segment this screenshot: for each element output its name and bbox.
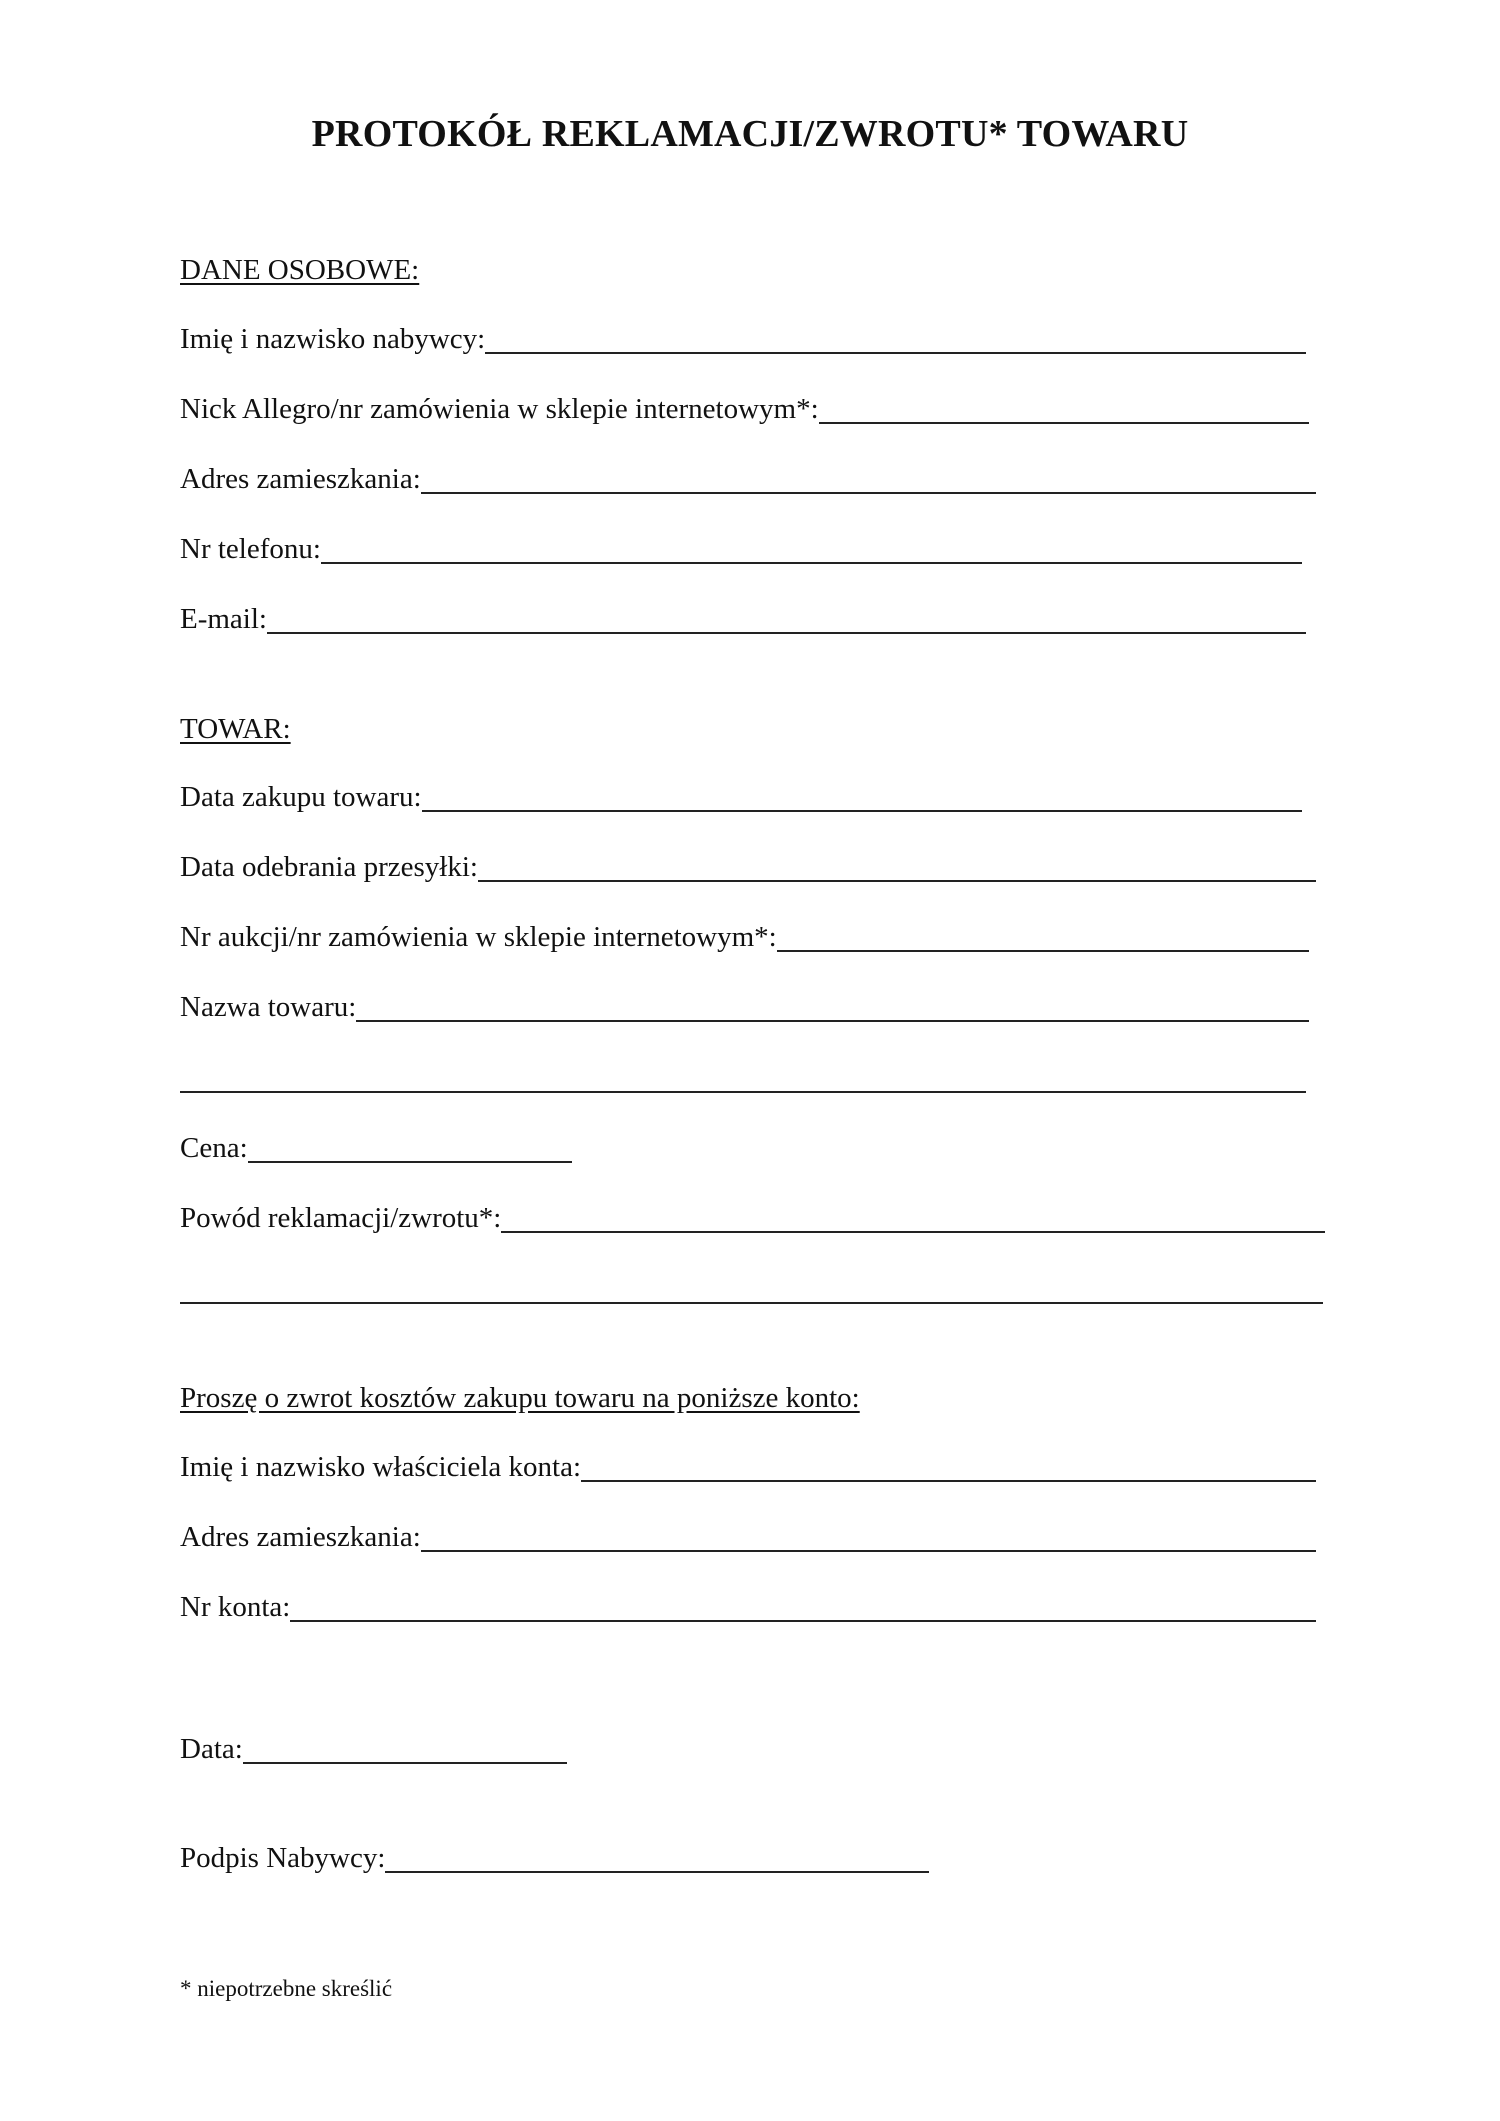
auction-number-field[interactable] [180,916,1309,956]
email-field[interactable] [180,598,1306,638]
phone-line[interactable] [321,561,1302,564]
price-field[interactable] [180,1127,572,1167]
refund-address-field[interactable] [180,1516,1316,1556]
purchase-date-line[interactable] [422,809,1302,812]
price-line[interactable] [248,1160,572,1163]
receipt-date-label: Data odebrania przesyłki: [180,851,478,883]
receipt-date-field[interactable] [180,846,1316,886]
date-label: Data: [180,1733,243,1765]
signature-line[interactable] [385,1870,929,1873]
account-owner-label: Imię i nazwisko właściciela konta: [180,1451,582,1483]
reason-continuation-field[interactable] [180,1268,1323,1308]
address-label: Adres zamieszkania: [180,463,421,495]
phone-label: Nr telefonu: [180,533,321,565]
footnote: * niepotrzebne skreślić [180,1976,393,2001]
product-name-continuation-field[interactable] [180,1057,1306,1097]
account-owner-line[interactable] [581,1479,1316,1482]
product-name-continuation-line[interactable] [180,1090,1306,1093]
refund-address-line[interactable] [421,1549,1316,1552]
auction-number-line[interactable] [777,949,1309,952]
product-name-field[interactable] [180,986,1309,1026]
account-number-label: Nr konta: [180,1591,291,1623]
product-name-label: Nazwa towaru: [180,991,357,1023]
email-label: E-mail: [180,603,267,635]
signature-label: Podpis Nabywcy: [180,1842,386,1874]
purchase-date-label: Data zakupu towaru: [180,781,422,813]
account-owner-field[interactable] [180,1446,1316,1486]
phone-field[interactable] [180,528,1302,568]
nick-order-label: Nick Allegro/nr zamówienia w sklepie internetowym*: [180,393,819,425]
buyer-name-label: Imię i nazwisko nabywcy: [180,323,486,355]
purchase-date-field[interactable] [180,776,1302,816]
date-line[interactable] [243,1761,567,1764]
reason-continuation-line[interactable] [180,1301,1323,1304]
buyer-name-field[interactable] [180,318,1306,358]
account-number-line[interactable] [290,1619,1316,1622]
page-title: PROTOKÓŁ REKLAMACJI/ZWROTU* TOWARU [311,113,1189,155]
address-line[interactable] [421,491,1316,494]
email-line[interactable] [267,631,1306,634]
receipt-date-line[interactable] [478,879,1316,882]
product-name-line[interactable] [356,1019,1309,1022]
nick-order-line[interactable] [819,421,1309,424]
reason-label: Powód reklamacji/zwrotu*: [180,1202,502,1234]
date-field[interactable] [180,1728,567,1768]
personal-data-heading: DANE OSOBOWE: [180,254,420,286]
reason-field[interactable] [180,1197,1325,1237]
account-number-field[interactable] [180,1586,1316,1626]
address-field[interactable] [180,458,1316,498]
goods-heading: TOWAR: [180,713,291,745]
auction-number-label: Nr aukcji/nr zamówienia w sklepie internetowym*: [180,921,777,953]
reason-line[interactable] [501,1230,1325,1233]
price-label: Cena: [180,1132,248,1164]
nick-order-field[interactable] [180,388,1309,428]
signature-field[interactable] [180,1837,929,1877]
refund-heading: Proszę o zwrot kosztów zakupu towaru na poniższe konto: [180,1382,860,1414]
buyer-name-line[interactable] [485,351,1306,354]
refund-address-label: Adres zamieszkania: [180,1521,421,1553]
